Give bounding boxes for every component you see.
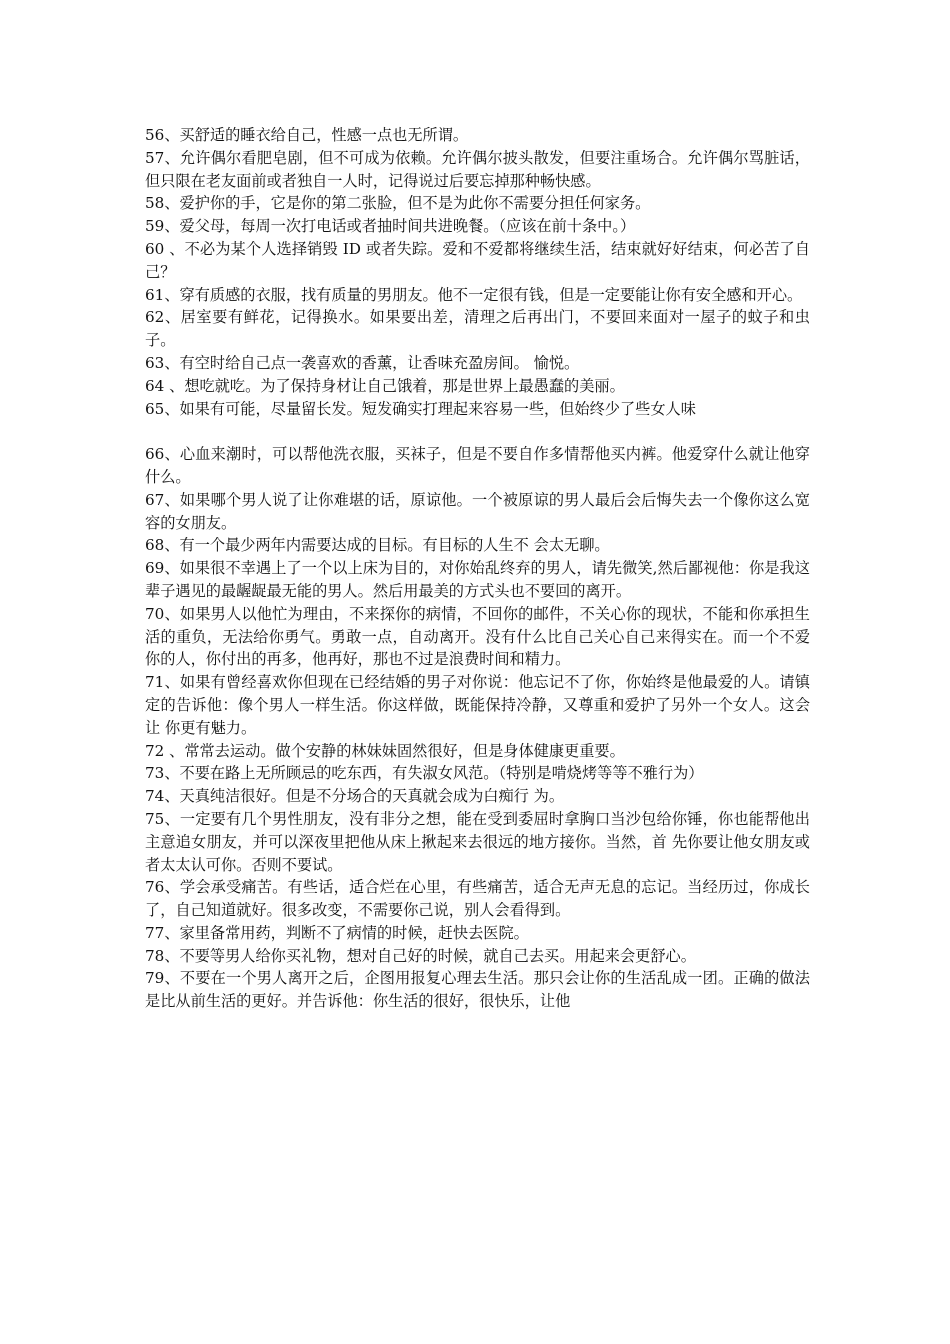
paragraph-75: 75、一定要有几个男性朋友，没有非分之想，能在受到委屈时拿胸口当沙包给你锤，你也能帮他出主意追女朋友，并可以深夜里把他从床上揪起来去很远的地方接你。当然，首 先你要让他女朋友或者太太认可你。否则不要试。 xyxy=(145,809,810,874)
paragraph-79: 79、不要在一个男人离开之后，企图用报复心理去生活。那只会让你的生活乱成一团。正确的做法是比从前生活的更好。并告诉他：你生活的很好，很快乐，让他 xyxy=(145,969,810,1011)
paragraph-70: 70、如果男人以他忙为理由，不来探你的病情，不回你的邮件，不关心你的现状，不能和你承担生活的重负，无法给你勇气。勇敢一点，自动离开。没有什么比自己关心自己来得实在。而一个不爱你的人，你付出的再多，他再好，那也不过是浪费时间和精力。 xyxy=(145,604,810,669)
paragraph-59: 59、爱父母，每周一次打电话或者抽时间共进晚餐。（应该在前十条中。） xyxy=(145,217,636,236)
paragraph-77: 77、家里备常用药，判断不了病情的时候，赶快去医院。 xyxy=(145,923,529,942)
paragraph-65: 65、如果有可能，尽量留长发。短发确实打理起来容易一些，但始终少了些女人味 xyxy=(145,399,696,418)
paragraph-76: 76、学会承受痛苦。有些话，适合烂在心里，有些痛苦，适合无声无息的忘记。当经历过，你成长了，自己知道就好。很多改变，不需要你己说，别人会看得到。 xyxy=(145,878,810,920)
paragraph-62: 62、居室要有鲜花，记得换水。如果要出差，清理之后再出门，不要回来面对一屋子的蚊子和虫子。 xyxy=(145,308,810,350)
paragraph-58: 58、爱护你的手，它是你的第二张脸，但不是为此你不需要分担任何家务。 xyxy=(145,194,651,213)
paragraph-63: 63、有空时给自己点一袭喜欢的香薰，让香味充盈房间。 愉悦。 xyxy=(145,353,580,372)
paragraph-72: 72 、常常去运动。做个安静的林妹妹固然很好，但是身体健康更重要。 xyxy=(145,741,625,760)
paragraph-74: 74、天真纯洁很好。但是不分场合的天真就会成为白痴行 为。 xyxy=(145,787,565,806)
paragraph-71: 71、如果有曾经喜欢你但现在已经结婚的男子对你说：他忘记不了你，你始终是他最爱的人。请镇定的告诉他：像个男人一样生活。你这样做，既能保持冷静，又尊重和爱护了另外一个女人。这会让 你更有魅力。 xyxy=(145,673,810,737)
paragraph-64: 64 、想吃就吃。为了保持身材让自己饿着，那是世界上最愚蠢的美丽。 xyxy=(145,376,625,395)
paragraph-57: 57、允许偶尔看肥皂剧，但不可成为依赖。允许偶尔披头散发，但要注重场合。允许偶尔骂脏话，但只限在老友面前或者独自一人时，记得说过后要忘掉那种畅快感。 xyxy=(145,148,810,190)
paragraph-73: 73、不要在路上无所顾忌的吃东西，有失淑女风范。（特别是啃烧烤等等不雅行为） xyxy=(145,764,704,783)
paragraph-78: 78、不要等男人给你买礼物，想对自己好的时候，就自己去买。用起来会更舒心。 xyxy=(145,946,696,965)
paragraph-61: 61、穿有质感的衣服，找有质量的男朋友。他不一定很有钱，但是一定要能让你有安全感和开心。 xyxy=(145,285,803,304)
paragraph-56: 56、买舒适的睡衣给自己，性感一点也无所谓。 xyxy=(145,126,469,144)
paragraph-68: 68、有一个最少两年内需要达成的目标。有目标的人生不 会太无聊。 xyxy=(145,536,610,555)
document-page xyxy=(145,124,810,1013)
paragraph-69: 69、如果很不幸遇上了一个以上床为目的，对你始乱终弃的男人，请先微笑,然后鄙视他：你是我这辈子遇见的最龌龊最无能的男人。然后用最美的方式头也不要回的离开。 xyxy=(145,559,810,600)
paragraph-60: 60 、不必为某个人选择销毁 ID 或者失踪。爱和不爱都将继续生活，结束就好好结束，何必苦了自己？ xyxy=(145,239,810,281)
paragraph-67: 67、如果哪个男人说了让你难堪的话，原谅他。一个被原谅的男人最后会后悔失去一个像你这么宽容的女朋友。 xyxy=(145,490,810,532)
paragraph-66: 66、心血来潮时，可以帮他洗衣服，买袜子，但是不要自作多情帮他买内裤。他爱穿什么就让他穿什么。 xyxy=(145,445,810,486)
